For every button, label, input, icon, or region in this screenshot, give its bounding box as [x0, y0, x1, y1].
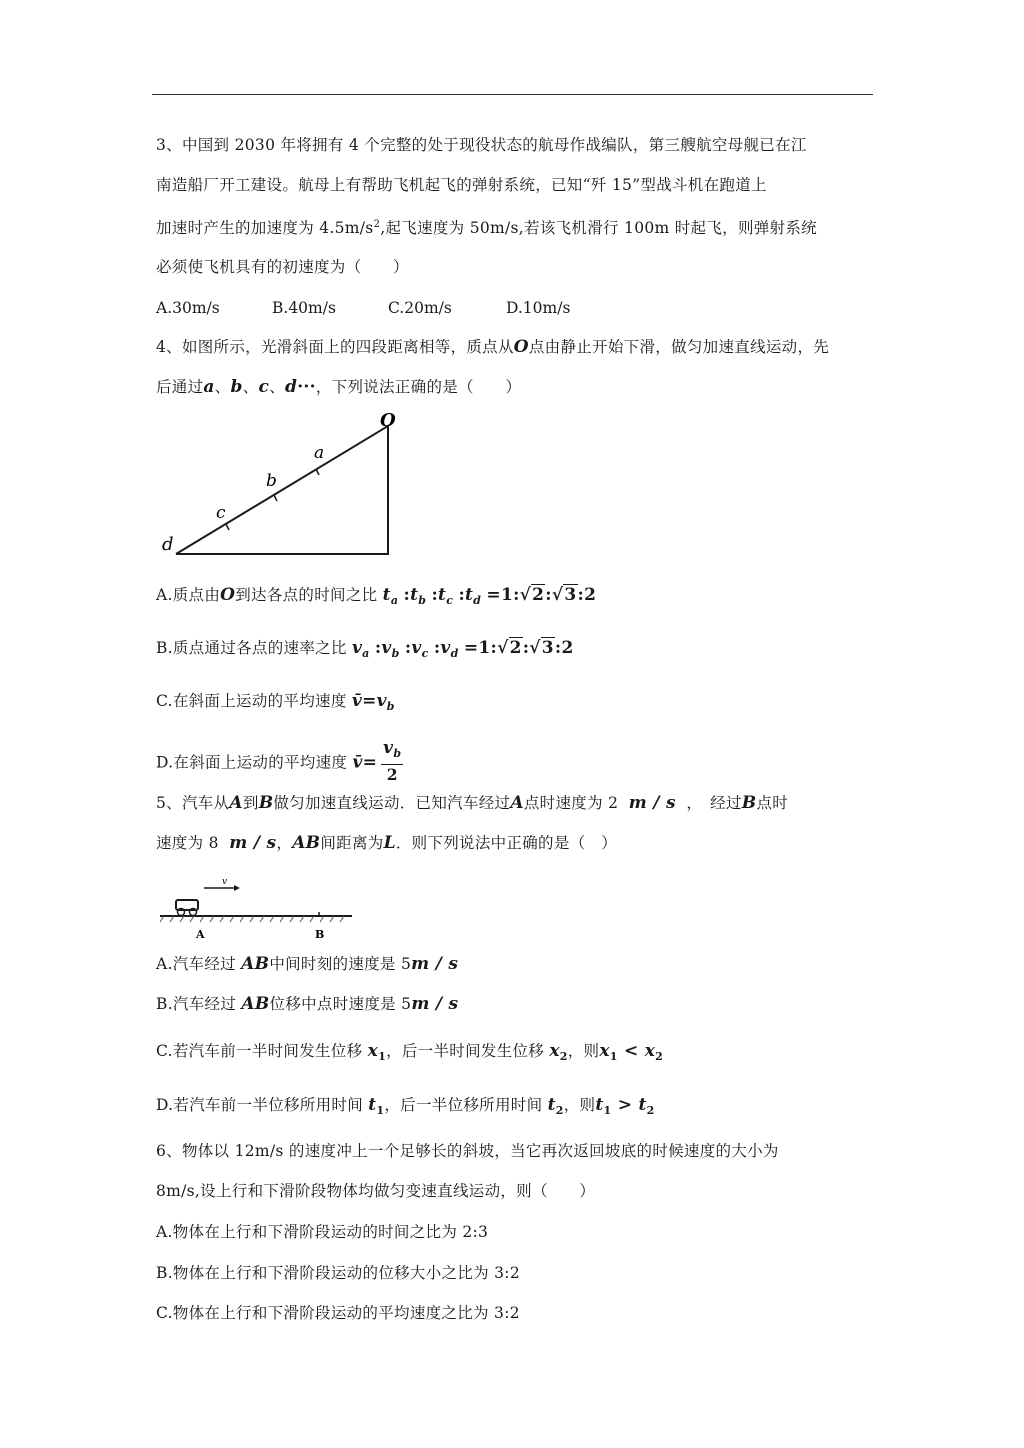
q5-line-2: 速度为 8 m / s，AB间距离为L．则下列说法中正确的是（ ） [156, 833, 618, 853]
q4-line-2: 后通过a、b、c、d···，下列说法正确的是（ ） [156, 377, 522, 397]
q5-option-c: C.若汽车前一半时间发生位移 $x_1$，后一半时间发生位移 $x_2$，则$x_1 < x_2$ [156, 1041, 664, 1063]
q6-option-c: C.物体在上行和下滑阶段运动的平均速度之比为 3:2 [156, 1304, 520, 1322]
q6-option-b: B.物体在上行和下滑阶段运动的位移大小之比为 3:2 [156, 1264, 520, 1282]
q3-option-d: D.10m/s [506, 299, 571, 317]
q4-option-b: B.质点通过各点的速率之比 $v_a$ $:v_b$ $:v_c$ $:v_d$ =1:√2:√3:2 [156, 638, 574, 660]
label-b: b [266, 471, 277, 491]
q5-option-d: D.若汽车前一半位移所用时间 $t_1$，后一半位移所用时间 $t_2$，则$t_1 > t_2$ [156, 1095, 655, 1117]
label-v: v [222, 877, 228, 887]
label-d: d [162, 534, 174, 555]
q3-option-c: C.20m/s [388, 299, 452, 317]
label-a: a [314, 443, 325, 463]
q5-option-a: A.汽车经过 AB中间时刻的速度是 5m / s [156, 954, 459, 974]
q4-option-a: A.质点由O到达各点的时间之比 $t_a$ $:t_b$ $:t_c$ $:t_d$ =1:√2:√3:2 [156, 585, 597, 607]
q3-option-a: A.30m/s [156, 299, 220, 317]
q3-line-4: 必须使飞机具有的初速度为（ ） [156, 258, 409, 276]
car-figure [160, 872, 355, 942]
label-O: O [380, 410, 396, 431]
q4-line-1: 4、如图所示，光滑斜面上的四段距离相等，质点从O点由静止开始下滑，做匀加速直线运动，先 [156, 337, 830, 357]
q3-option-b: B.40m/s [272, 299, 336, 317]
label-c: c [216, 503, 226, 523]
q6-line-1: 6、物体以 12m/s 的速度冲上一个足够长的斜坡，当它再次返回坡底的时候速度的大小为 [156, 1142, 779, 1160]
q3-line-2: 南造船厂开工建设。航母上有帮助飞机起飞的弹射系统，已知“歼 15”型战斗机在跑道上 [156, 176, 767, 194]
header-rule [152, 94, 873, 95]
label-A: A [196, 928, 205, 941]
q6-option-a: A.物体在上行和下滑阶段运动的时间之比为 2:3 [156, 1223, 489, 1241]
q5-line-1: 5、汽车从A到B做匀加速直线运动．已知汽车经过A点时速度为 2 m / s ， 经过B点时 [156, 793, 789, 813]
label-B: B [315, 928, 325, 941]
q3-line-1: 3、中国到 2030 年将拥有 4 个完整的处于现役状态的航母作战编队，第三艘航空母舰已在江 [156, 136, 807, 154]
q4-option-d: D.在斜面上运动的平均速度 v̄= $\frac{v_b}{2}$ [156, 738, 402, 784]
q6-line-2: 8m/s,设上行和下滑阶段物体均做匀变速直线运动，则（ ） [156, 1182, 596, 1200]
q4-option-c: C.在斜面上运动的平均速度 $v̄=v_b$ [156, 691, 395, 713]
incline-figure [156, 408, 406, 568]
q5-option-b: B.汽车经过 AB位移中点时速度是 5m / s [156, 994, 459, 1014]
q3-line-3: 加速时产生的加速度为 $4.5m/s^2$,起飞速度为 50m/s,若该飞机滑行 100m 时起飞，则弹射系统 [156, 219, 817, 238]
